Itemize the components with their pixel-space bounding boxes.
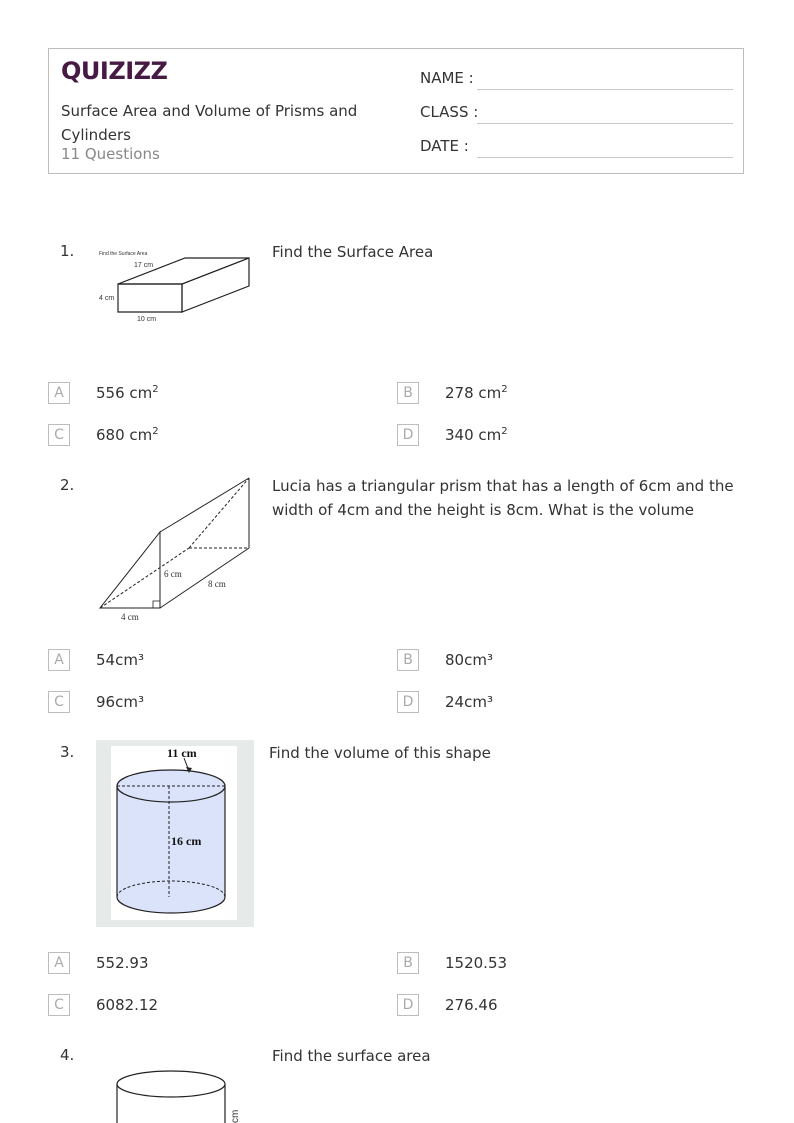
height-label: 16 cm [171,834,202,848]
name-label: NAME : [420,69,474,87]
option-b-box[interactable]: B [397,952,419,974]
option-b-box[interactable]: B [397,649,419,671]
option-c-box[interactable]: C [48,994,70,1016]
height-label: 4 cm [99,295,115,302]
option-c-box[interactable]: C [48,424,70,446]
cylinder-figure [96,740,254,927]
option-d-text: 340 $cm^2$ [445,426,508,444]
date-label: DATE : [420,137,469,155]
option-c-text: 680 $cm^2$ [96,426,159,444]
option-b-text: 1520.53 [445,954,508,972]
option-b-text: 278 $cm^2$ [445,384,508,402]
option-a-box[interactable]: A [48,382,70,404]
option-b-text: 80cm³ [445,651,493,669]
class-line[interactable] [477,123,733,124]
question-text: Find the surface area [272,1047,431,1065]
quizizz-logo: QUIZIZZ [61,57,168,85]
option-b-box[interactable]: B [397,382,419,404]
option-d-text: 276.46 [445,996,498,1014]
option-a-text: 54cm³ [96,651,144,669]
date-line[interactable] [477,157,733,158]
name-line[interactable] [477,89,733,90]
option-c-box[interactable]: C [48,691,70,713]
class-label: CLASS : [420,103,479,121]
question-text: Lucia has a triangular prism that has a length of 6cm and the width of 4cm and the height is 8cm. What is the volume [272,477,734,519]
option-a-text: 556 $cm^2$ [96,384,159,402]
option-a-box[interactable]: A [48,649,70,671]
question-count: 11 Questions [61,145,160,163]
option-d-box[interactable]: D [397,424,419,446]
option-a-box[interactable]: A [48,952,70,974]
option-d-text: 24cm³ [445,693,493,711]
base-label: 4 cm [121,612,139,622]
width-label: 10 cm [137,316,157,323]
length-label: 8 cm [208,579,226,589]
length-label: 17 cm [134,262,154,269]
question-text: Find the Surface Area [272,243,434,261]
question-number: 1. [60,242,75,260]
cylinder-figure [110,1064,250,1123]
height-label: cm [230,1109,241,1123]
option-c-text: 6082.12 [96,996,159,1014]
option-c-text: 96cm³ [96,693,144,711]
rectangular-prism-figure [96,246,256,328]
worksheet-header [48,48,744,174]
figure-caption: Find the Surface Area [99,251,148,257]
option-d-box[interactable]: D [397,994,419,1016]
worksheet-title: Surface Area and Volume of Prisms and Cylinders [61,102,358,144]
option-a-text: 552.93 [96,954,149,972]
question-number: 4. [60,1046,75,1064]
height-label: 6 cm [164,569,182,579]
option-d-box[interactable]: D [397,691,419,713]
question-number: 2. [60,476,75,494]
triangular-prism-figure [96,472,256,624]
question-text: Find the volume of this shape [269,744,491,762]
question-number: 3. [60,743,75,761]
diameter-label: 11 cm [167,746,197,760]
